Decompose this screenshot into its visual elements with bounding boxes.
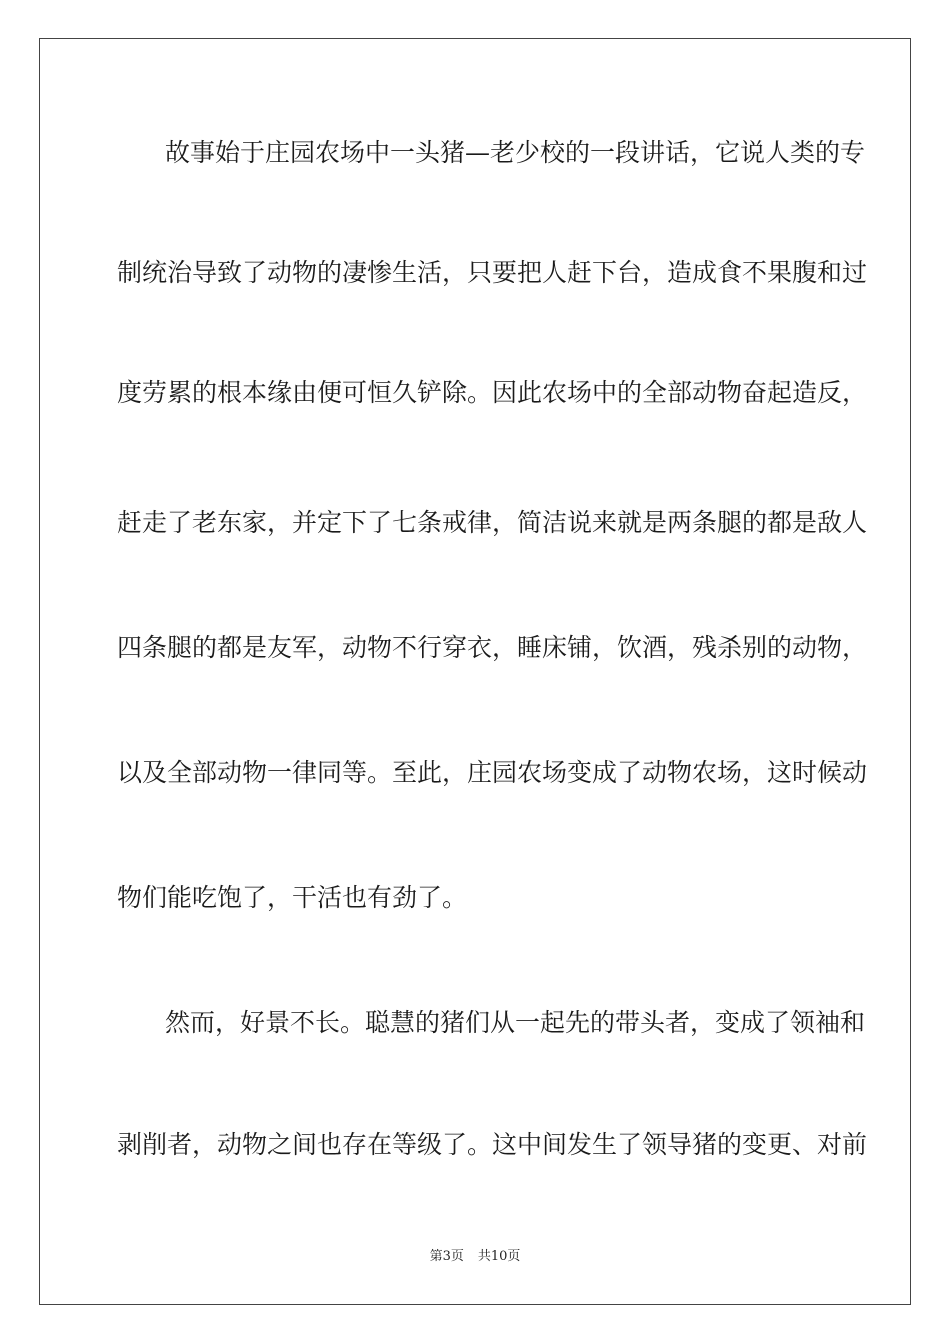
paragraph-1-line-3: 度劳累的根本缘由便可恒久铲除。因此农场中的全部动物奋起造反，: [117, 378, 868, 407]
page-border: [39, 38, 911, 1305]
paragraph-1-line-5: 四条腿的都是友军，动物不行穿衣，睡床铺，饮酒，残杀别的动物，: [117, 633, 868, 662]
page-number: 第3页: [429, 1249, 464, 1264]
paragraph-2-line-2: 剥削者，动物之间也存在等级了。这中间发生了领导猪的变更、对前: [117, 1130, 868, 1159]
paragraph-1-line-4: 赶走了老东家，并定下了七条戒律，简洁说来就是两条腿的都是敌人: [117, 508, 868, 537]
page-total: 共10页: [477, 1249, 521, 1264]
page-footer: [0, 1249, 950, 1265]
paragraph-1-line-2: 制统治导致了动物的凄惨生活，只要把人赶下台，造成食不果腹和过: [117, 258, 868, 287]
paragraph-1-line-7: 物们能吃饱了，干活也有劲了。: [117, 883, 468, 912]
paragraph-2-line-1: 然而，好景不长。聪慧的猪们从一起先的带头者，变成了领袖和: [165, 1008, 866, 1037]
paragraph-1-line-6: 以及全部动物一律同等。至此，庄园农场变成了动物农场，这时候动: [117, 758, 868, 787]
paragraph-1-line-1: 故事始于庄园农场中一头猪—老少校的一段讲话，它说人类的专: [165, 138, 866, 167]
